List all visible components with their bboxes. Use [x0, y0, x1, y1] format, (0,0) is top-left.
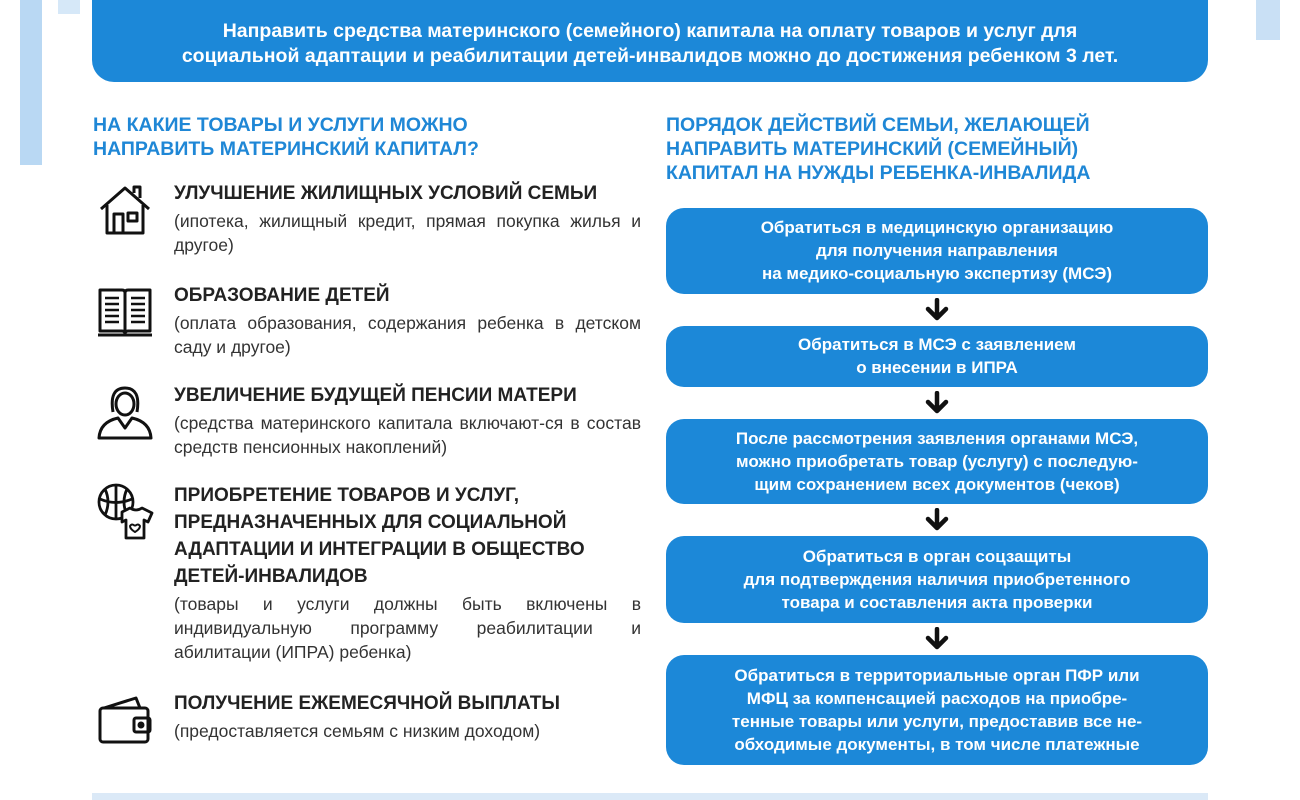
down-arrow-icon — [666, 623, 1208, 655]
step-line: о внесении в ИПРА — [856, 358, 1018, 377]
decorative-stripe-right — [1256, 0, 1280, 40]
down-arrow-icon — [666, 387, 1208, 419]
step-line: щим сохранением всех документов (чеков) — [754, 474, 1120, 494]
ball-shirt-icon — [96, 482, 154, 540]
step-line: После рассмотрения заявления органами МСЭ, — [735, 428, 1139, 448]
left-section-heading — [93, 113, 613, 161]
list-item-rehabilitation-goods — [96, 482, 641, 664]
heading-line: НА КАКИЕ ТОВАРЫ И УСЛУГИ МОЖНО — [93, 114, 468, 136]
list-item-education — [96, 282, 641, 359]
item-description: (оплата образования, содержания ребенка в детском саду и другое) — [174, 313, 641, 357]
item-title: УВЕЛИЧЕНИЕ БУДУЩЕЙ ПЕНСИИ МАТЕРИ — [174, 385, 577, 406]
item-description: (средства материнского капитала включают-ся в состав средств пенсионных накоплений) — [174, 413, 641, 457]
banner-line: Направить средства материнского (семейного) капитала на оплату товаров и услуг для — [222, 20, 1078, 42]
list-item-pension — [96, 382, 641, 459]
step-line: для получения направления — [816, 241, 1058, 260]
banner-text — [130, 19, 1170, 69]
step-line: можно приобретать товар (услугу) с последую- — [736, 451, 1138, 471]
decorative-stripe-left-small — [58, 0, 80, 14]
heading-line: ПОРЯДОК ДЕЙСТВИЙ СЕМЬИ, ЖЕЛАЮЩЕЙ — [666, 114, 1090, 136]
step-line: Обратиться в МСЭ с заявлением — [798, 335, 1076, 354]
list-item-monthly-payment — [96, 690, 641, 743]
step-line: Обратиться в орган соцзащиты — [802, 546, 1072, 566]
heading-line: КАПИТАЛ НА НУЖДЫ РЕБЕНКА-ИНВАЛИДА — [666, 162, 1091, 184]
down-arrow-icon — [666, 294, 1208, 326]
book-icon — [96, 282, 154, 340]
step-line: на медико-социальную экспертизу (МСЭ) — [761, 264, 1113, 283]
steps-flowchart — [666, 208, 1208, 765]
item-title: ПОЛУЧЕНИЕ ЕЖЕМЕСЯЧНОЙ ВЫПЛАТЫ — [174, 693, 560, 714]
top-banner — [92, 0, 1208, 82]
step-line: тенные товары или услуги, предоставив все не- — [731, 711, 1143, 731]
house-icon — [96, 180, 154, 238]
heading-line: НАПРАВИТЬ МАТЕРИНСКИЙ (СЕМЕЙНЫЙ) — [666, 138, 1079, 160]
down-arrow-icon — [666, 504, 1208, 536]
item-title: УЛУЧШЕНИЕ ЖИЛИЩНЫХ УСЛОВИЙ СЕМЬИ — [174, 183, 598, 204]
woman-icon — [96, 382, 154, 440]
step-line: Обратиться в медицинскую организацию — [760, 218, 1114, 237]
step-box — [666, 536, 1208, 623]
step-box — [666, 208, 1208, 294]
wallet-icon — [96, 690, 154, 748]
item-title: ПРИОБРЕТЕНИЕ ТОВАРОВ И УСЛУГ, ПРЕДНАЗНАЧЕННЫХ ДЛЯ СОЦИАЛЬНОЙ АДАПТАЦИИ И ИНТЕГРАЦИИ В ОБЩЕСТВО ДЕТЕЙ-ИНВАЛИДОВ — [174, 485, 585, 587]
step-line: обходимые документы, в том числе платежные — [734, 734, 1140, 754]
item-title: ОБРАЗОВАНИЕ ДЕТЕЙ — [174, 285, 390, 306]
item-description: (предоставляется семьям с низким доходом) — [174, 721, 541, 741]
list-item-housing — [96, 180, 641, 257]
item-description: (ипотека, жилищный кредит, прямая покупка жилья и другое) — [174, 211, 641, 255]
step-line: товара и составления акта проверки — [781, 592, 1093, 612]
step-line: для подтверждения наличия приобретенного — [743, 569, 1131, 589]
step-box — [666, 326, 1208, 387]
right-section-heading — [666, 113, 1206, 185]
step-box — [666, 419, 1208, 504]
banner-line: социальной адаптации и реабилитации детей-инвалидов можно до достижения ребенком 3 лет. — [181, 45, 1119, 67]
heading-line: НАПРАВИТЬ МАТЕРИНСКИЙ КАПИТАЛ? — [93, 138, 479, 160]
decorative-stripe-left — [20, 0, 42, 165]
item-description: (товары и услуги должны быть включены в индивидуальную программу реабилитации и абилитации (ИПРА) ребенка) — [174, 594, 641, 662]
decorative-stripe-bottom — [92, 793, 1208, 800]
step-line: Обратиться в территориальные орган ПФР или — [734, 665, 1140, 685]
step-line: МФЦ за компенсацией расходов на приобре- — [746, 688, 1128, 708]
step-box — [666, 655, 1208, 765]
